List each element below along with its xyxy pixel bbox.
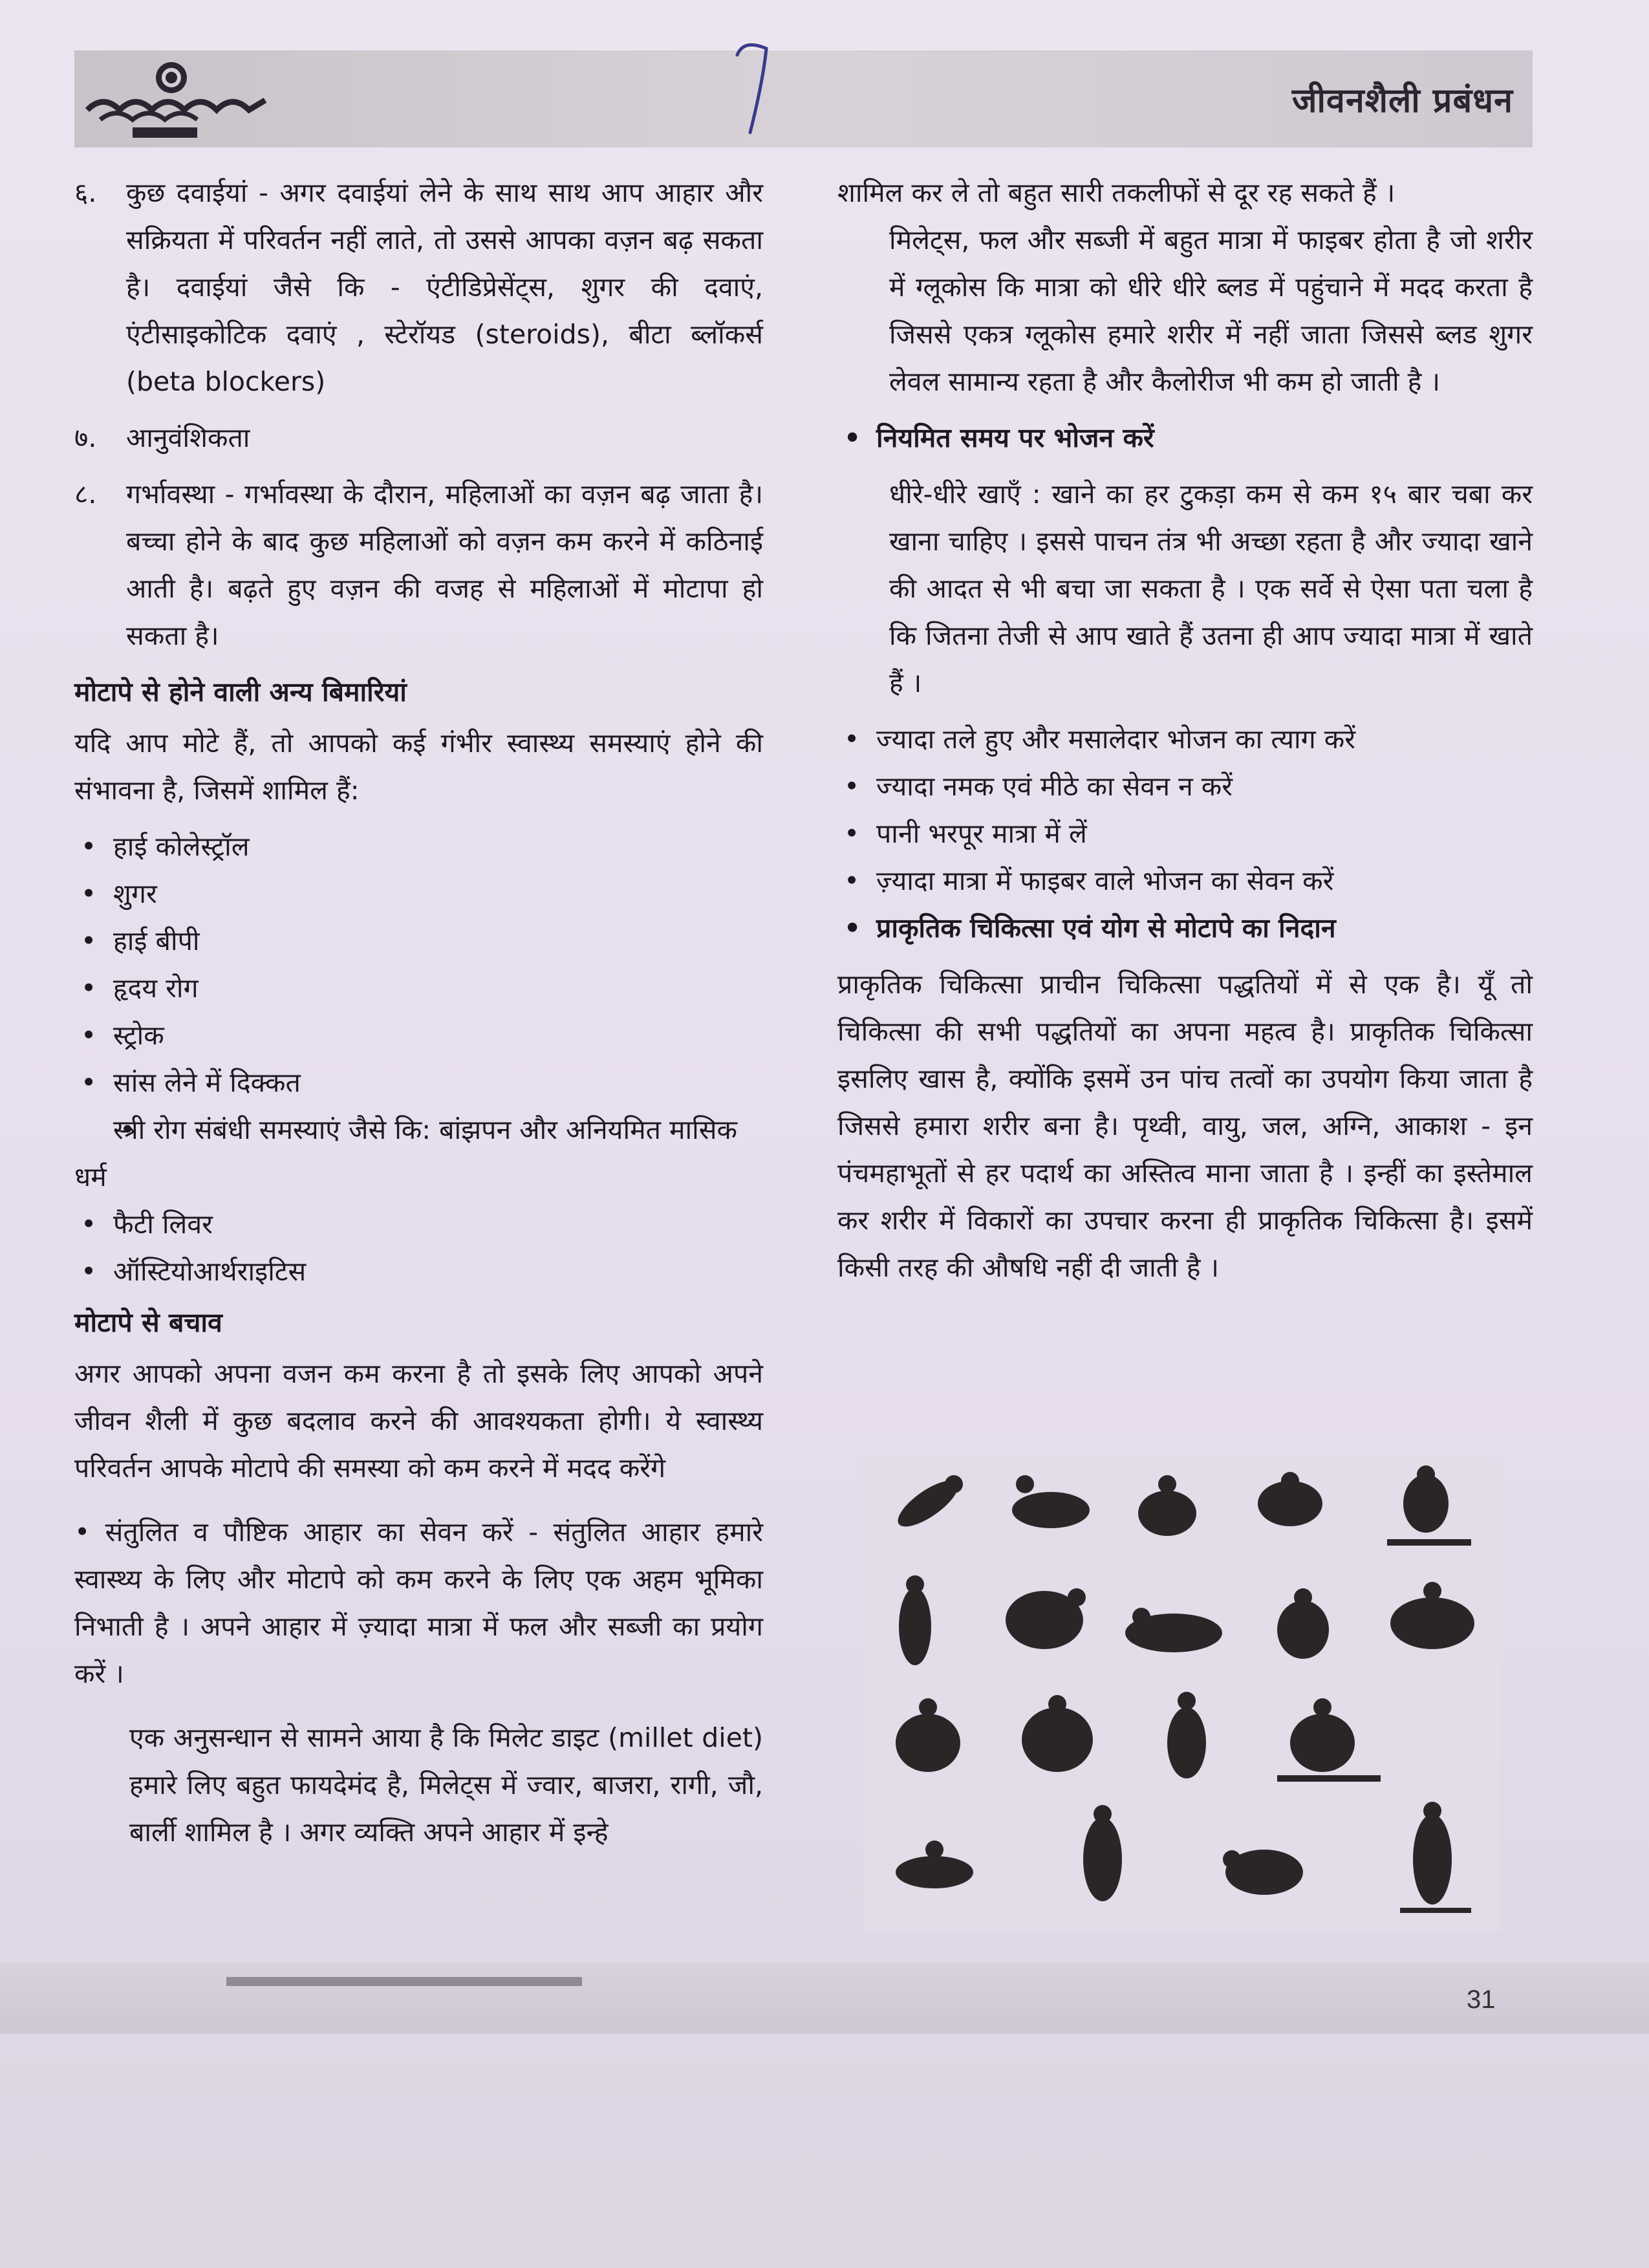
regular-meal-list [837, 415, 1533, 462]
page-number: 31 [1467, 1985, 1496, 2014]
prevention-heading: मोटापे से बचाव [74, 1307, 222, 1338]
diseases-heading: मोटापे से होने वाली अन्य बिमारियां [74, 676, 407, 707]
naturopathy-heading: • प्राकृतिक चिकित्सा एवं योग से मोटापे का निदान [837, 905, 1533, 952]
item-number: ६. [74, 177, 97, 208]
numbered-item-7 [74, 415, 763, 462]
tips-list [837, 716, 1533, 952]
footer-print-strip [226, 1969, 582, 1995]
balanced-diet-para: • संतुलित व पौष्टिक आहार का सेवन करें - संतुलित आहार हमारे स्वास्थ्य के लिए और मोटापे को कम करने के लिए एक अहम भूमिका निभाती है । अपने आहार में ज़्यादा मात्रा में फल और सब्जी का प्रयोग करें । [74, 1509, 763, 1698]
slow-eat-para: धीरे-धीरे खाएँ : खाने का हर टुकड़ा कम से कम १५ बार चबा कर खाना चाहिए । इससे पाचन तंत्र भी अच्छा रहता है और ज्यादा खाने की आदत से भी बचा जा सकता है । एक सर्वे से ऐसा पता चला है कि जितना तेजी से आप खाते हैं उतना ही आप ज्यादा मात्रा में खाते हैं । [889, 479, 1533, 698]
yoga-poses-image [863, 1458, 1500, 1930]
naturopathy-para: प्राकृतिक चिकित्सा प्राचीन चिकित्सा पद्धतियों में से एक है। यूँ तो चिकित्सा की सभी पद्धतियों का अपना महत्व है। प्राकृतिक चिकित्सा इसलिए खास है, क्योंकि इसमें उन पांच तत्वों का उपयोग किया जाता है जिससे हमारा शरीर बना है। पृथ्वी, वायु, जल, अग्नि, आकाश - इन पंचमहाभूतों से हर पदार्थ का अस्तित्व माना जाता है । इन्हीं का इस्तेमाल कर शरीर में विकारों का उपचार करना ही प्राकृतिक चिकित्सा है। इसमें किसी तरह की औषधि नहीं दी जाती है । [837, 969, 1533, 1283]
sun-waves-logo-icon [84, 55, 278, 146]
list-item: • हृदय रोग [74, 965, 763, 1012]
list-item: • ऑस्टियोआर्थराइटिस [74, 1248, 763, 1295]
right-column [837, 169, 1533, 1291]
section-title: जीवनशैली प्रबंधन [1291, 81, 1513, 120]
item-text: कुछ दवाईयां - अगर दवाईयां लेने के साथ साथ आप आहार और सक्रियता में परिवर्तन नहीं लाते, तो उससे आपका वज़न बढ़ सकता है। दवाईयां जैसे कि - एंटीडिप्रेसेंट्स, शुगर की दवाएं, एंटीसाइकोटिक दवाएं , स्टेरॉयड (steroids), बीटा ब्लॉकर्स (beta blockers) [126, 177, 763, 397]
numbered-item-8 [74, 471, 763, 660]
list-item: • फैटी लिवर [74, 1201, 763, 1248]
prevention-intro: अगर आपको अपना वजन कम करना है तो इसके लिए आपको अपने जीवन शैली में कुछ बदलाव करने की आवश्यकता होगी। ये स्वास्थ्य परिवर्तन आपके मोटापे की समस्या को कम करने में मदद करेंगे [74, 1358, 763, 1484]
millet-para: एक अनुसन्धान से सामने आया है कि मिलेट डाइट (millet diet) हमारे लिए बहुत फायदेमंद है, मिलेट्स में ज्वार, बाजरा, रागी, जौ, बार्ली शामिल है । अगर व्यक्ति अपने आहार में इन्हे [129, 1722, 763, 1848]
list-item: • ज़्यादा मात्रा में फाइबर वाले भोजन का सेवन करें [837, 858, 1533, 905]
item-number: ७. [74, 422, 97, 453]
fiber-para: मिलेट्स, फल और सब्जी में बहुत मात्रा में फाइबर होता है जो शरीर में ग्लूकोस कि मात्रा को धीरे धीरे ब्लड में पहुंचाने में मदद करता है जिससे एकत्र ग्लूकोस हमारे शरीर में नहीं जाता जिससे ब्लड शुगर लेवल सामान्य रहता है और कैलोरीज भी कम हो जाती है । [889, 224, 1533, 397]
list-item: • हाई बीपी [74, 918, 763, 965]
list-item: • हाई कोलेस्ट्रॉल [74, 823, 763, 870]
list-item: • शुगर [74, 870, 763, 918]
list-item: • सांस लेने में दिक्कत [74, 1059, 763, 1107]
item-number: ८. [74, 479, 97, 510]
regular-meal-heading: • नियमित समय पर भोजन करें [837, 415, 1533, 462]
item-text: गर्भावस्था - गर्भावस्था के दौरान, महिलाओं का वज़न बढ़ जाता है। बच्चा होने के बाद कुछ महिलाओं को वज़न कम करने में कठिनाई आती है। बढ़ते हुए वज़न की वजह से महिलाओं में मोटापा हो सकता है। [126, 479, 763, 651]
list-item: • ज्यादा नमक एवं मीठे का सेवन न करें [837, 763, 1533, 810]
item-text: आनुवंशिकता [126, 422, 250, 453]
left-column [74, 169, 763, 1856]
numbered-item-6 [74, 169, 763, 405]
continuation-text: शामिल कर ले तो बहुत सारी तकलीफों से दूर रह सकते हैं । [837, 177, 1396, 208]
handwritten-mark-7 [731, 36, 789, 139]
list-item: • स्ट्रोक [74, 1012, 763, 1059]
diseases-intro: यदि आप मोटे हैं, तो आपको कई गंभीर स्वास्थ्य समस्याएं होने की संभावना है, जिसमें शामिल हैं: [74, 728, 763, 806]
diseases-list [74, 823, 763, 1295]
list-item: • पानी भरपूर मात्रा में लें [837, 810, 1533, 858]
list-item: • ज्यादा तले हुए और मसालेदार भोजन का त्याग करें [837, 716, 1533, 763]
list-item: • स्त्री रोग संबंधी समस्याएं जैसे कि: बांझपन और अनियमित मासिक धर्म [74, 1107, 763, 1201]
